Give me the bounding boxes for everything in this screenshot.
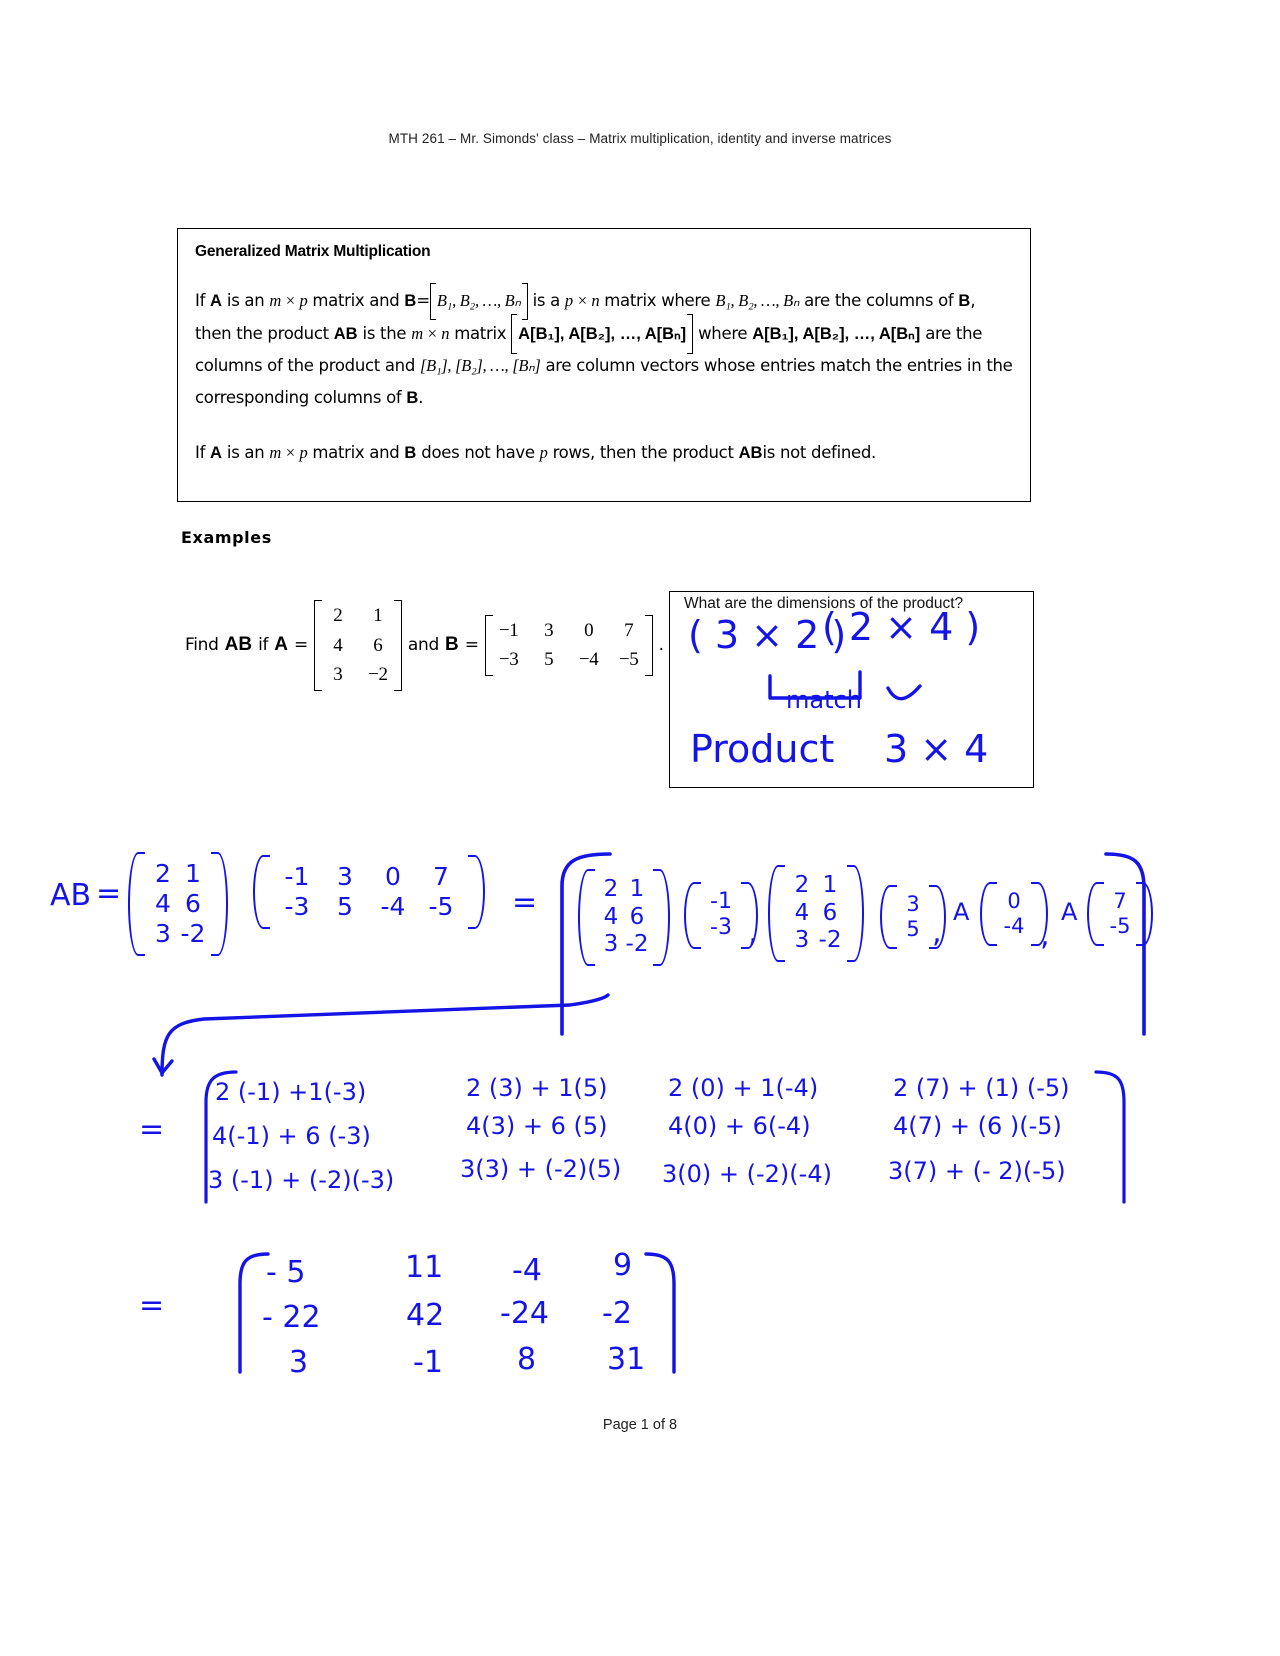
page-number-label: Page 1 of 8 [602,1417,678,1433]
page-header [0,131,1280,146]
ink-cell: -2 [180,919,206,948]
def-p1-t3: matrix and [312,291,400,310]
work-line2-term3-vector [980,885,1048,943]
def-p1-t6: are the columns of [804,291,954,310]
work-line3-eq: = [139,1112,165,1147]
ink-cell: 0 [1007,889,1021,913]
def-p1-B: B [404,292,417,310]
work-line3-cell: 3(0) + (-2)(-4) [662,1160,832,1188]
work-line1-matrix-B [253,858,485,926]
ink-cell: -1 [284,862,310,891]
work-line4-cell: - 5 [266,1255,306,1290]
def-p1-t7: , then the product [195,291,976,343]
matrix-A-cell: 1 [373,605,383,626]
problem-statement [182,600,667,691]
work-line4-eq: = [139,1288,165,1323]
ink-cell: 2 [603,876,619,902]
work-line2-comma1: , [748,915,758,950]
work-line1-eq: = [96,876,122,911]
work-line4-cell: 9 [613,1248,633,1283]
ink-cell: 3 [603,931,619,958]
def-p1-B2: B [958,292,971,310]
ink-cell: 5 [337,892,353,921]
ink-cell: 3 [906,892,920,916]
definition-paragraph-2 [195,437,1014,469]
def-p1-t4: is a [532,291,560,310]
ink-cell: 3 [155,919,171,948]
matrix-B-cell: 3 [544,619,554,641]
work-line3-cell: 4(3) + 6 (5) [466,1112,608,1140]
def-p2-p: p [539,442,548,462]
work-line3-cell: 2 (7) + (1) (-5) [893,1074,1070,1102]
def-p1-eq: = [416,291,430,310]
def-p1-cols2: B₁, B₂, …, Bₙ [715,291,800,310]
def-p1-t1: If [195,291,206,310]
ink-cell: 1 [185,859,201,888]
work-line2-term1-matrix [578,872,670,963]
work-line4-cell: 42 [406,1298,445,1333]
work-line1-label: AB [50,878,92,913]
work-line4-cell: 11 [405,1250,444,1285]
def-p2-AB: AB [738,443,763,462]
work-line3-cell: 4(-1) + 6 (-3) [212,1122,371,1150]
matrix-B-cell: 5 [544,649,554,671]
ink-cell: -4 [1003,914,1025,939]
ink-cell: 7 [1113,889,1127,913]
ink-cell: 4 [155,889,171,918]
ink-cell: -4 [380,892,406,921]
ink-cell: 4 [603,903,619,930]
problem-period: . [658,635,664,656]
ink-cell: 3 [337,862,353,891]
ink-cell: 6 [822,899,838,926]
ink-cell: 5 [906,917,920,942]
handwritten-product-dims: 3 × 4 [884,727,989,771]
problem-A-label: A [274,634,288,656]
ink-cell: -5 [428,892,454,921]
ink-cell: -5 [1109,914,1131,939]
ink-cell: -2 [625,931,649,958]
matrix-A-cell: 2 [333,605,343,626]
work-line3-cell: 4(7) + (6 )(-5) [893,1112,1062,1140]
def-p2-t3: matrix and [312,442,400,462]
work-line2-term3-label: A [953,898,970,926]
ink-cell: 1 [822,872,838,898]
def-p1-B3: B [406,389,419,408]
work-line2-comma2: , [932,915,942,950]
problem-find: Find [185,635,219,656]
work-line2-term4-label: A [1061,898,1078,926]
examples-heading: Examples [181,528,272,547]
page-footer [0,1417,1280,1433]
matrix-A-cell: −2 [368,664,388,686]
def-p1-AB: AB [333,324,358,343]
work-line4-cell: -24 [500,1296,549,1331]
problem-eq2: = [464,635,479,656]
matrix-A-cell: 3 [333,664,343,686]
problem-B-label: B [444,634,459,656]
work-line2-term4-vector [1087,885,1153,943]
def-p1-t8: is the [362,323,407,343]
def-p2-A: A [210,443,222,462]
work-line4-cell: 8 [517,1342,537,1377]
def-p1-t10: where [698,323,748,343]
matrix-B-cell: 0 [584,619,594,641]
def-p1-t11: are the columns of the product and [195,323,983,376]
work-line4-cell: -1 [413,1345,443,1380]
def-p1-t5: matrix where [604,291,711,310]
ink-cell: 7 [433,862,449,891]
work-line3-cell: 3 (-1) + (-2)(-3) [208,1166,395,1194]
ink-cell: 3 [794,927,810,954]
work-line2-term1-vector [684,885,758,946]
definition-paragraph-1 [195,285,1014,415]
ink-cell: -3 [710,915,732,941]
work-line4-cell: 3 [289,1345,309,1380]
matrix-B-cell: −4 [578,649,599,671]
ink-cell: -1 [710,889,732,914]
work-line4-cell: 31 [607,1342,646,1377]
def-p1-mp: m × p [269,291,308,310]
work-line1-eq2: = [512,885,538,920]
matrix-B-cell: −5 [618,649,639,671]
problem-if: if [258,635,269,656]
ink-cell: 6 [185,889,201,918]
matrix-B-cell: −1 [498,619,519,641]
handwritten-match-label: match [786,686,862,714]
handwritten-dims-B: ( 2 × 4 ) [822,605,981,649]
ink-cell: 2 [794,872,810,898]
handwritten-dims-A: ( 3 × 2 ) [688,613,847,657]
definition-title: Generalized Matrix Multiplication [195,243,431,260]
work-line2-term2-matrix [768,868,864,959]
matrix-B-cell: −3 [498,649,519,671]
work-line3-cell: 4(0) + 6(-4) [668,1112,811,1140]
ink-cell: -3 [284,892,310,921]
work-line4-cell: -4 [512,1253,542,1288]
flow-connector-icon [150,995,620,1085]
work-line3-cell: 2 (3) + 1(5) [466,1074,608,1102]
work-line3-cell: 2 (-1) +1(-3) [215,1078,367,1106]
def-p1-columns-list: B₁, B₂, …, Bₙ [430,285,528,317]
def-p1-pn: p × n [564,291,600,310]
work-line3-cell: 3(7) + (- 2)(-5) [888,1157,1066,1185]
ink-cell: -2 [818,927,842,954]
matrix-A-cell: 6 [373,634,383,656]
def-p1-t12: are column vectors whose entries match the entries in the corresponding columns of [195,356,1013,408]
def-p1-t2: is an [226,291,265,310]
def-p1-product-cols: A[B₁], A[B₂], …, A[Bₙ] [511,318,693,350]
def-p1-t13: . [418,388,424,408]
matrix-A [314,600,402,691]
definition-box [177,228,1031,502]
problem-AB: AB [224,634,253,656]
def-p2-t4: does not have [421,442,535,462]
def-p1-col-vecs: [B₁], [B₂], …, [Bₙ] [419,356,541,376]
handwritten-product-label: Product [690,727,835,771]
work-line4-cell: - 22 [262,1300,321,1335]
header-title: MTH 261 – Mr. Simonds' class – Matrix multiplication, identity and inverse matrices [388,131,892,146]
ink-cell: 4 [794,899,810,926]
def-p2-B: B [404,443,417,462]
problem-and: and [407,635,439,656]
def-p2-t5: rows, then the product [552,442,734,462]
work-line4-cell: -2 [602,1296,632,1331]
def-p1-t9: matrix [454,323,507,343]
work-line1-matrix-A [128,855,228,953]
ink-cell: 6 [629,903,645,930]
work-line2-comma3: , [1040,918,1050,953]
matrix-A-cell: 4 [333,634,343,656]
def-p1-A: A [210,292,222,310]
work-line3-cell: 2 (0) + 1(-4) [668,1074,819,1102]
def-p2-t6: is not defined. [762,442,876,462]
dimensions-question-text: What are the dimensions of the product? [684,595,964,612]
ink-cell: 0 [385,862,401,891]
matrix-B [485,615,653,676]
matrix-B-cell: 7 [624,619,634,641]
work-line3-cell: 3(3) + (-2)(5) [460,1155,622,1183]
ink-cell: 2 [155,859,171,888]
ink-cell: 1 [629,876,645,902]
def-p1-mn: m × n [411,323,450,343]
def-p2-t1: If [195,442,206,462]
def-p1-product-cols2: A[B₁], A[B₂], …, A[Bₙ] [752,324,921,343]
problem-eq: = [293,635,308,656]
def-p2-mp: m × p [269,442,308,462]
def-p2-t2: is an [226,442,265,462]
